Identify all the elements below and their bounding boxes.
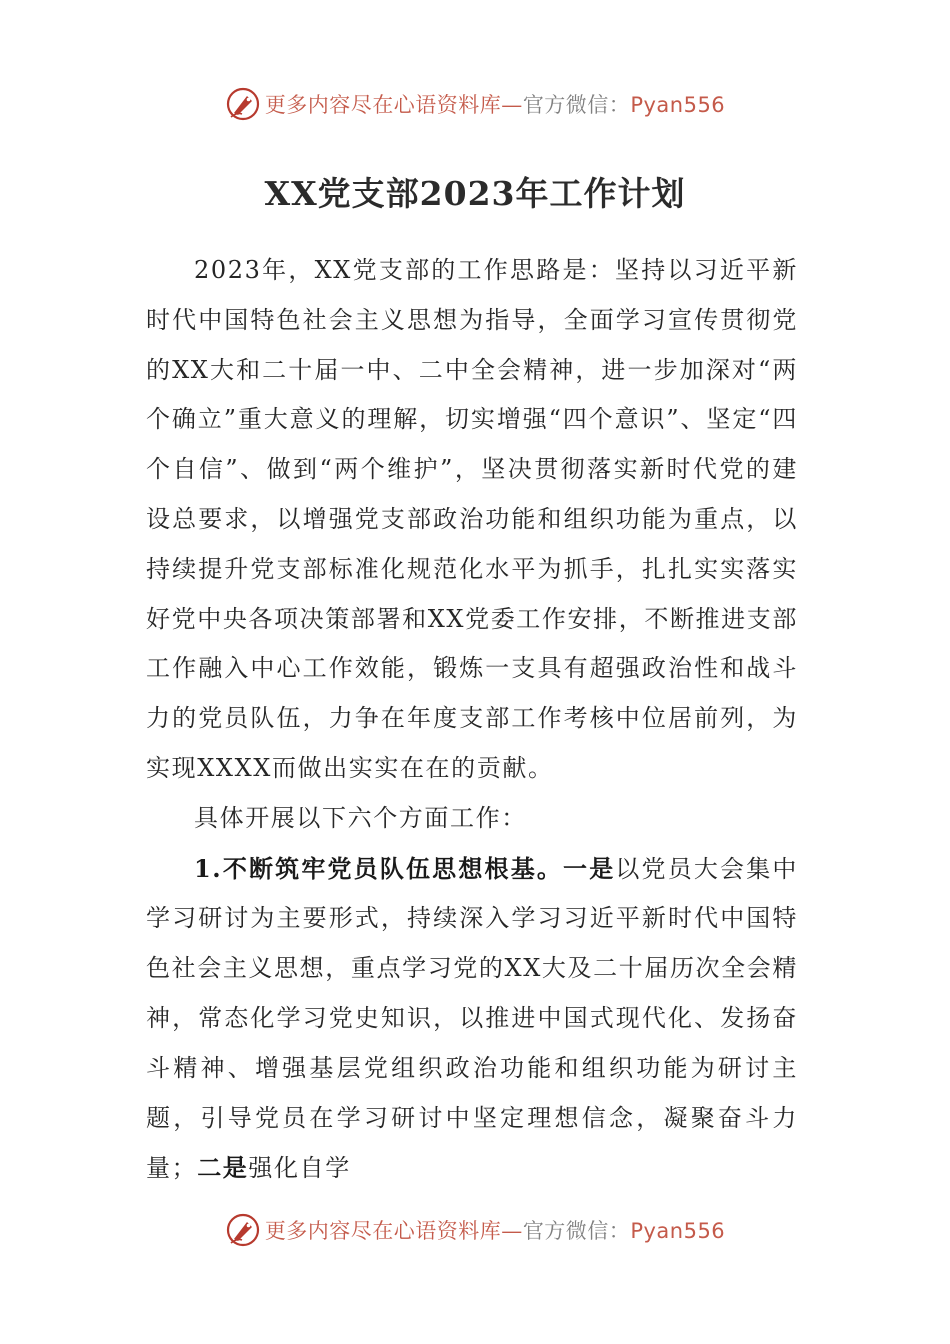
banner-wechat-label: 官方微信： [522, 93, 631, 117]
footer-banner [0, 1208, 950, 1252]
banner-wechat-id: Pyan556 [630, 1219, 726, 1243]
header-banner [0, 82, 950, 126]
item-1-text-1: 以党员大会集中学习研讨为主要形式，持续深入学习习近平新时代中国特色社会主义思想，重点学习党的XX大及二十届历次全会精神，常态化学习党史知识，以推进中国式现代化、发扬奋斗精神、增强基层党组织政治功能和组织功能为研讨主题，引导党员在学习研讨中坚定理想信念，凝聚奋斗力量； [146, 854, 798, 1183]
overview-paragraph: 具体开展以下六个方面工作： [194, 803, 527, 832]
item-1-heading: 1.不断筑牢党员队伍思想根基。 [194, 853, 564, 883]
header-banner-text [265, 89, 725, 119]
item-1-paragraph [146, 844, 798, 1195]
banner-wechat-label: 官方微信： [522, 1219, 631, 1243]
document-body [146, 246, 798, 1194]
banner-wechat-id: Pyan556 [630, 93, 726, 117]
footer-banner-text [265, 1215, 725, 1245]
item-1-lead-1: 一是 [563, 853, 616, 883]
intro-paragraph: 2023年，XX党支部的工作思路是：坚持以习近平新时代中国特色社会主义思想为指导，全面学习宣传贯彻党的XX大和二十届一中、二中全会精神，进一步加深对“两个确立”重大意义的理解，切实增强“四个意识”、坚定“四个自信”、做到“两个维护”，坚决贯彻落实新时代党的建设总要求，以增强党支部政治功能和组织功能为重点，以持续提升党支部标准化规范化水平为抓手，扎扎实实落实好党中央各项决策部署和XX党委工作安排，不断推进支部工作融入中心工作效能，锻炼一支具有超强政治性和战斗力的党员队伍，力争在年度支部工作考核中位居前列，为实现XXXX而做出实实在在的贡献。 [146, 256, 798, 782]
pen-nib-logo-icon [225, 86, 261, 122]
item-1-lead-2: 二是 [197, 1153, 249, 1183]
item-1-text-2: 强化自学 [248, 1154, 351, 1183]
banner-slogan: 更多内容尽在心语资料库— [264, 1219, 523, 1243]
pen-nib-logo-icon [225, 1212, 261, 1248]
banner-slogan: 更多内容尽在心语资料库— [264, 93, 523, 117]
document-title: XX党支部2023年工作计划 [264, 174, 686, 213]
